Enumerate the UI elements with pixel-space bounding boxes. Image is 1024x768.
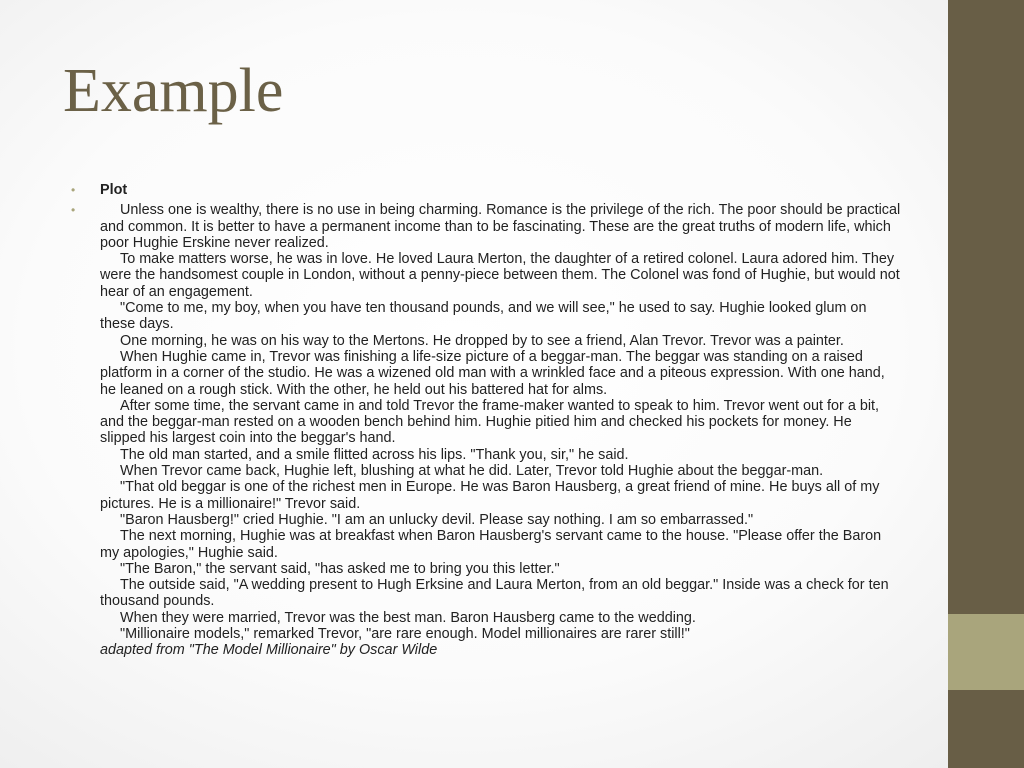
bullet-dot-icon: • xyxy=(71,183,76,197)
story-paragraph: When Hughie came in, Trevor was finishing a life-size picture of a beggar-man. The beggar was standing on a raised platform in a corner of the studio. He was a wizened old man with a wrinkled face and a piteous expression. With one hand, he leaned on a rough stick. With the other, he held out his battered hat for alms. xyxy=(100,348,885,398)
bullet-story xyxy=(71,202,901,658)
story-paragraph: "Millionaire models," remarked Trevor, "are rare enough. Model millionaires are rarer still!" xyxy=(120,626,690,643)
story-paragraph: "The Baron," the servant said, "has asked me to bring you this letter." xyxy=(120,560,560,577)
plot-label: Plot xyxy=(100,182,128,198)
story-paragraph: The next morning, Hughie was at breakfast when Baron Hausberg's servant came to the house. "Please offer the Baron my apologies," Hughie said. xyxy=(100,528,882,561)
sidebar-accent-block xyxy=(948,614,1024,690)
slide-content xyxy=(71,182,901,659)
source-credit: adapted from "The Model Millionaire" by Oscar Wilde xyxy=(100,642,438,659)
story-paragraph: When they were married, Trevor was the best man. Baron Hausberg came to the wedding. xyxy=(120,609,696,626)
bullet-plot xyxy=(71,182,901,198)
story-paragraph: "Come to me, my boy, when you have ten thousand pounds, and we will see," he used to say. Hughie looked glum on these days. xyxy=(100,300,867,333)
story-paragraph: The outside said, "A wedding present to Hugh Erksine and Laura Merton, from an old beggar." Inside was a check for ten thousand pounds. xyxy=(100,577,889,610)
story-paragraph: "That old beggar is one of the richest men in Europe. He was Baron Hausberg, a great friend of mine. He buys all of my pictures. He is a millionaire!" Trevor said. xyxy=(100,479,880,512)
story-paragraph: Unless one is wealthy, there is no use in being charming. Romance is the privilege of the rich. The poor should be practical and common. It is better to have a permanent income than to be fascinating. These are the great truths of modern life, which poor Hughie Erskine never realized. xyxy=(100,202,901,251)
story-paragraph: When Trevor came back, Hughie left, blushing at what he did. Later, Trevor told Hughie about the beggar-man. xyxy=(120,463,824,480)
story-paragraph: "Baron Hausberg!" cried Hughie. "I am an unlucky devil. Please say nothing. I am so embarrassed." xyxy=(120,511,754,528)
story-text xyxy=(100,202,901,658)
story-paragraph: After some time, the servant came in and told Trevor the frame-maker wanted to speak to him. Trevor went out for a bit, and the beggar-man rested on a wooden bench behind him. Hughie pitied him and checked his pockets for money. He slipped his largest coin into the beggar's hand. xyxy=(100,397,880,447)
slide-title: Example xyxy=(63,57,284,125)
story-paragraph: One morning, he was on his way to the Mertons. He dropped by to see a friend, Alan Trevor. Trevor was a painter. xyxy=(120,332,844,349)
story-paragraph: The old man started, and a smile flitted across his lips. "Thank you, sir," he said. xyxy=(120,446,629,463)
bullet-dot-icon: • xyxy=(71,203,76,218)
story-paragraph: To make matters worse, he was in love. He loved Laura Merton, the daughter of a retired colonel. Laura adored him. They were the handsomest couple in London, without a penny-piece between them. The Colonel was fond of Hughie, but would not hear of an engagement. xyxy=(100,251,900,300)
